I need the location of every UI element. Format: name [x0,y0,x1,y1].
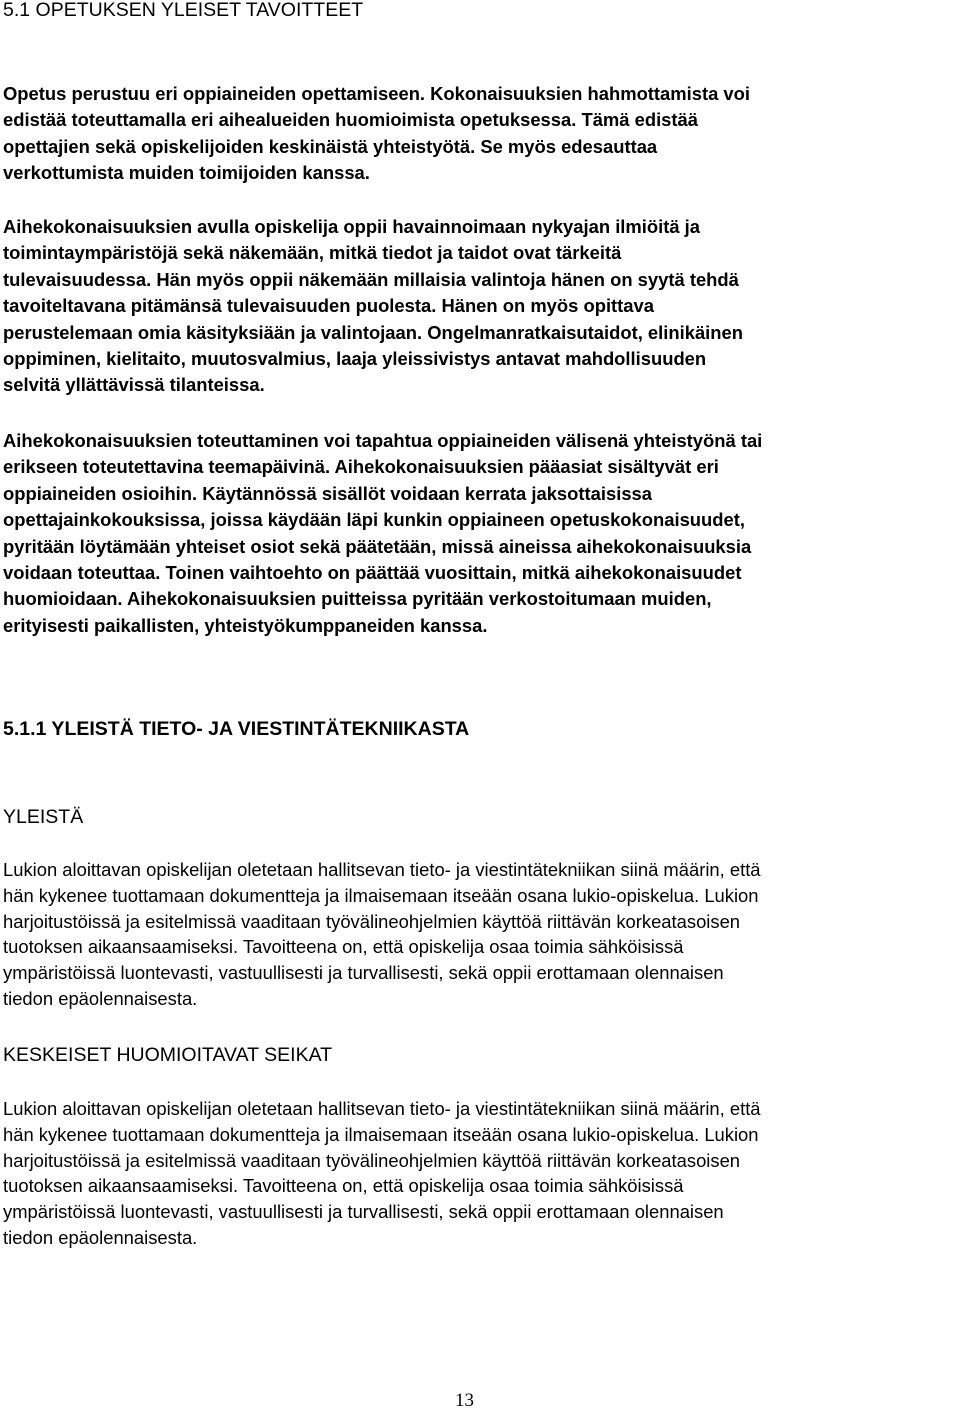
text-line: edistää toteuttamalla eri aihealueiden huomioimista opetuksessa. Tämä edistää [3,109,698,131]
text-line: oppiaineiden osioihin. Käytännössä sisällöt voidaan kerrata jaksottaisissa [3,482,652,504]
text-line: tiedon epäolennaisesta. [3,1226,198,1248]
text-line: selvitä yllättävissä tilanteissa. [3,374,265,396]
text-line: tulevaisuudessa. Hän myös oppii näkemään millaisia valintoja hänen on syytä tehdä [3,268,739,290]
text-line: oppiminen, kielitaito, muutosvalmius, laaja yleissivistys antavat mahdollisuuden [3,348,707,370]
section-heading: 5.1 OPETUKSEN YLEISET TAVOITTEET [3,0,364,21]
text-line: hän kykenee tuottamaan dokumentteja ja ilmaisemaan itseään osana lukio-opiskelua. Lukion [3,884,759,906]
text-line: opettajien sekä opiskelijoiden keskinäistä yhteistyötä. Se myös edesauttaa [3,135,658,157]
paragraph-intro [3,81,958,187]
text-line: Opetus perustuu eri oppiaineiden opettamiseen. Kokonaisuuksien hahmottamista voi [3,83,751,104]
text-line: tiedon epäolennaisesta. [3,987,198,1009]
text-line: erityisesti paikallisten, yhteistyökumppaneiden kanssa. [3,614,488,636]
text-line: tuotoksen aikaansaamiseksi. Tavoitteena on, että opiskelija osaa toimia sähköisissä [3,936,684,958]
text-line: opettajainkokouksissa, joissa käydään läpi kunkin oppiaineen opetuskokonaisuudet, [3,509,745,531]
text-line: tavoiteltavana pitämänsä tulevaisuuden puolesta. Hänen on myös opittava [3,295,654,317]
text-line: pyritään löytämään yhteiset osiot sekä päätetään, missä aineissa aihekokonaisuuksia [3,535,752,557]
text-line: tuotoksen aikaansaamiseksi. Tavoitteena on, että opiskelija osaa toimia sähköisissä [3,1175,684,1197]
text-line: toimintaympäristöjä sekä näkemään, mitkä tiedot ja taidot ovat tärkeitä [3,242,622,264]
text-line: huomioidaan. Aihekokonaisuuksien puitteissa pyritään verkostoitumaan muiden, [3,588,712,610]
subsection-heading: 5.1.1 YLEISTÄ TIETO- JA VIESTINTÄTEKNIIKASTA [3,718,470,740]
text-line: Aihekokonaisuuksien avulla opiskelija oppii havainnoimaan nykyajan ilmiöitä ja [3,216,701,237]
text-line: ympäristöissä luontevasti, vastuullisesti ja turvallisesti, sekä oppii erottamaan olennaisen [3,1201,724,1223]
page-number: 13 [455,1390,474,1411]
text-line: voidaan toteuttaa. Toinen vaihtoehto on päättää vuosittain, mitkä aihekokonaisuudet [3,562,742,584]
text-line: verkottumista muiden toimijoiden kanssa. [3,162,370,184]
text-line: harjoitustöissä ja esitelmissä vaaditaan työvälineohjelmien käyttöä riittävän korkeatasoisen [3,1149,741,1171]
general-label: YLEISTÄ [3,806,84,828]
text-line: Lukion aloittavan opiskelijan oletetaan hallitsevan tieto- ja viestintätekniikan siinä määrin, että [3,859,761,880]
text-line: perustelemaan omia käsityksiään ja valintojaan. Ongelmanratkaisutaidot, elinikäinen [3,321,743,343]
paragraph-theme-implementation [3,428,958,639]
text-line: ympäristöissä luontevasti, vastuullisesti ja turvallisesti, sekä oppii erottamaan olennaisen [3,962,724,984]
key-points-label: KESKEISET HUOMIOITAVAT SEIKAT [3,1044,333,1066]
text-line: harjoitustöissä ja esitelmissä vaaditaan työvälineohjelmien käyttöä riittävän korkeatasoisen [3,910,741,932]
text-line: erikseen toteutettavina teemapäivinä. Aihekokonaisuuksien pääasiat sisältyvät eri [3,456,719,478]
text-line: hän kykenee tuottamaan dokumentteja ja ilmaisemaan itseään osana lukio-opiskelua. Lukion [3,1123,759,1145]
text-line: Lukion aloittavan opiskelijan oletetaan hallitsevan tieto- ja viestintätekniikan siinä määrin, että [3,1098,761,1119]
general-text [3,857,958,1012]
paragraph-theme-benefits [3,214,958,399]
key-points-text [3,1096,958,1251]
text-line: Aihekokonaisuuksien toteuttaminen voi tapahtua oppiaineiden välisenä yhteistyönä tai [3,430,763,451]
